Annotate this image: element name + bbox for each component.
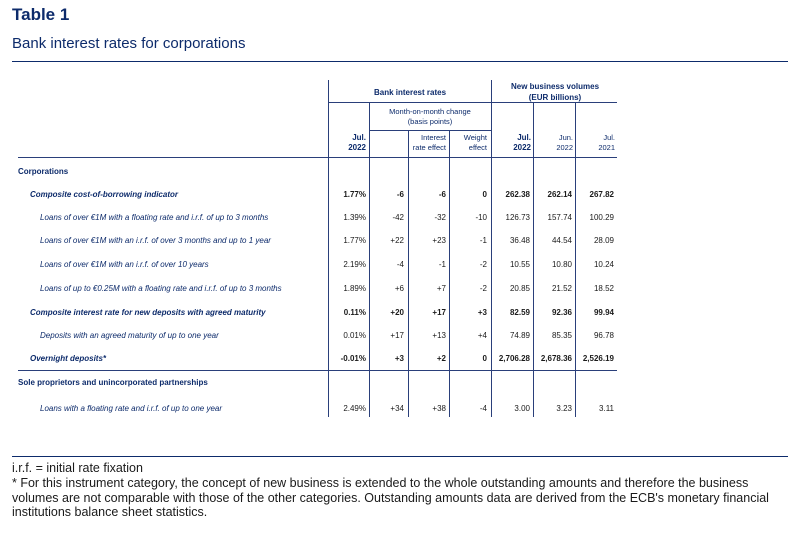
header-bank-rates: Bank interest rates [373, 88, 447, 97]
table-cell: 262.14 [547, 190, 572, 199]
row-label: Loans of over €1M with a floating rate and i.r.f. of up to 3 months [40, 213, 269, 222]
row-label: Overnight deposits* [30, 354, 107, 363]
header-jun2022-2: 2022 [556, 143, 573, 152]
table-cell: 2.49% [343, 404, 366, 413]
table-cell: 2,678.36 [540, 354, 572, 363]
table-cell: 18.52 [593, 284, 614, 293]
table-cell: 21.52 [551, 284, 572, 293]
table-cell: 262.38 [505, 190, 530, 199]
footnote-irf: i.r.f. = initial rate fixation [12, 461, 143, 475]
table-cell: -42 [392, 213, 404, 222]
header-volumes-1: New business volumes [510, 82, 600, 91]
table-cell: 99.94 [593, 308, 614, 317]
top-rule [12, 61, 788, 62]
table-cell: -2 [479, 260, 487, 269]
table-cell: -6 [438, 190, 446, 199]
table-cell: +7 [436, 284, 446, 293]
table-cell: 100.29 [589, 213, 614, 222]
table-cell: +3 [394, 354, 404, 363]
table-cell: 157.74 [547, 213, 572, 222]
header-weight-2: effect [468, 143, 487, 152]
table-cell: 0.11% [343, 308, 366, 317]
table-cell: 10.55 [509, 260, 530, 269]
table-cell: +34 [390, 404, 404, 413]
header-jul2022-rate-1: Jul. [352, 133, 366, 142]
footnote-overnight: * For this instrument category, the concept of new business is extended to the whole outstanding amounts and therefore the business volumes are not comparable with those of the other categories. Outstanding amounts data are derived from the ECB's monetary financial institutions balance sheet statistics. [12, 476, 769, 519]
table-cell: 0 [482, 354, 487, 363]
row-label: Composite interest rate for new deposits with agreed maturity [30, 308, 266, 317]
col-divider [491, 80, 492, 417]
table-cell: 2,526.19 [582, 354, 614, 363]
header-jul2021-2: 2021 [598, 143, 615, 152]
table-cell: +23 [432, 236, 446, 245]
table-cell: 74.89 [509, 331, 530, 340]
table-cell: 36.48 [509, 236, 530, 245]
table-cell: 82.59 [509, 308, 530, 317]
row-label: Corporations [18, 167, 69, 176]
table-cell: -0.01% [340, 354, 366, 363]
table-cell: 85.35 [551, 331, 572, 340]
table-cell: +38 [432, 404, 446, 413]
section-rule [18, 370, 617, 371]
table-cell: 1.77% [343, 236, 366, 245]
table-cell: -10 [475, 213, 487, 222]
table-cell: 20.85 [509, 284, 530, 293]
table-cell: 96.78 [593, 331, 614, 340]
col-divider [328, 80, 329, 417]
table-cell: +17 [390, 331, 404, 340]
table-cell: +20 [390, 308, 404, 317]
table-cell: +2 [436, 354, 446, 363]
table-cell: -4 [479, 404, 487, 413]
row-label: Composite cost-of-borrowing indicator [30, 190, 178, 199]
row-label: Deposits with an agreed maturity of up to one year [40, 331, 219, 340]
table-cell: 0.01% [343, 331, 366, 340]
table-cell: 2.19% [343, 260, 366, 269]
table-title: Table 1 [12, 5, 70, 24]
table-cell: 3.11 [599, 404, 614, 413]
table-cell: -2 [479, 284, 487, 293]
table-cell: -4 [396, 260, 404, 269]
row-label: Sole proprietors and unincorporated partnerships [18, 378, 208, 387]
table-cell: 10.80 [551, 260, 572, 269]
bottom-rule [12, 456, 788, 457]
header-interest-1: Interest [420, 133, 446, 142]
table-cell: 1.89% [343, 284, 366, 293]
col-divider [449, 130, 450, 417]
table-cell: 3.23 [556, 404, 572, 413]
table-cell: 10.24 [593, 260, 614, 269]
header-jul2021-1: Jul. [603, 133, 615, 142]
table-subtitle: Bank interest rates for corporations [12, 35, 246, 52]
table-cell: +13 [432, 331, 446, 340]
table-cell: 0 [482, 190, 487, 199]
header-jul2022-vol-1: Jul. [517, 133, 531, 142]
table-cell: 2,706.28 [498, 354, 530, 363]
table-cell: +17 [432, 308, 446, 317]
table-cell: +6 [394, 284, 404, 293]
table-cell: -1 [479, 236, 487, 245]
header-mom-1: Month-on-month change [389, 107, 471, 116]
header-jul2022-rate-2: 2022 [348, 143, 366, 152]
table-cell: 267.82 [589, 190, 614, 199]
row-label: Loans of up to €0.25M with a floating rate and i.r.f. of up to 3 months [40, 284, 282, 293]
row-label: Loans of over €1M with an i.r.f. of over 3 months and up to 1 year [40, 236, 271, 245]
header-rule [369, 130, 491, 131]
table-cell: 28.09 [593, 236, 614, 245]
header-volumes-2: (EUR billions) [528, 93, 582, 102]
header-jun2022-1: Jun. [558, 133, 573, 142]
table-cell: +3 [477, 308, 487, 317]
table-cell: -32 [434, 213, 446, 222]
header-weight-1: Weight [463, 133, 487, 142]
table-cell: -1 [438, 260, 446, 269]
table-cell: +4 [477, 331, 487, 340]
header-interest-2: rate effect [412, 143, 446, 152]
table-cell: -6 [396, 190, 404, 199]
table-cell: 3.00 [514, 404, 530, 413]
row-label: Loans with a floating rate and i.r.f. of up to one year [40, 404, 223, 413]
row-label: Loans of over €1M with an i.r.f. of over 10 years [40, 260, 209, 269]
table-cell: 126.73 [505, 213, 530, 222]
header-mom-2: (basis points) [407, 117, 453, 126]
header-bottom-rule [18, 157, 617, 158]
table-cell: 1.77% [343, 190, 366, 199]
header-jul2022-vol-2: 2022 [513, 143, 531, 152]
table-cell: 1.39% [343, 213, 366, 222]
table-cell: +22 [390, 236, 404, 245]
table-cell: 92.36 [551, 308, 572, 317]
col-divider [408, 130, 409, 417]
table-cell: 44.54 [551, 236, 572, 245]
